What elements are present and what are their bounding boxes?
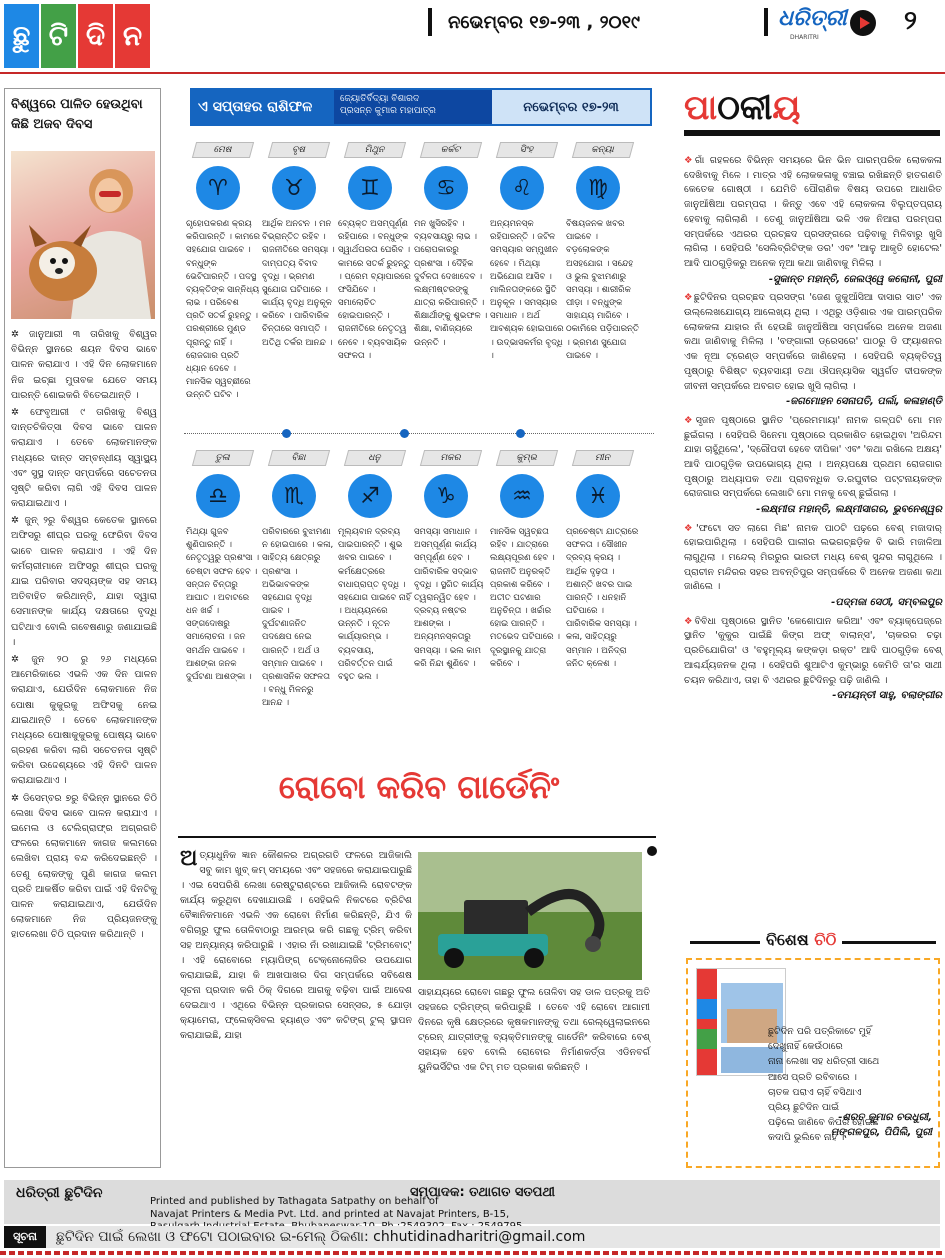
- letter-signature: -ଜଗମୋହନ ସେନାପତି, ପର୍ଲା, କଳାହାଣ୍ଡି: [786, 396, 942, 408]
- masthead: [4, 4, 150, 68]
- title-part: ୟ: [772, 88, 801, 128]
- poem-line: ଆସେ ପ୍ରତି ରବିବାରେ ।: [768, 1071, 857, 1083]
- robot-photo: [418, 852, 642, 980]
- poem-line: ଦେଖୁନାହିଁ କେଉଁଠାରେ: [768, 1041, 843, 1053]
- letter-signature: -ପଦ୍ମଜା ସେଠୀ, ସମ୍ବଲପୁର: [831, 597, 942, 609]
- divider-dot: [282, 429, 291, 438]
- issue-date: ନଭେମ୍ବର ୧୭-୨୩ , ୨୦୧୯: [448, 12, 640, 33]
- imprint-line: Printed and published by Tathagata Satpathy on behalf of: [150, 1196, 439, 1207]
- page-number: ୨: [904, 6, 917, 36]
- zodiac-name: ମକର: [420, 450, 482, 466]
- zodiac-name: ଧନୁ: [344, 450, 406, 466]
- reader-letter: [684, 154, 942, 287]
- brand-subtitle: DHARITRI: [790, 34, 819, 41]
- article-body-continued: ସାହାଯ୍ୟରେ ରୋବୋ ଗଛରୁ ଫୁଲ ତୋଳିବା ସହ ଡାଳ ପତ୍ରକୁ ଅତି ସହଜରେ ଟ୍ରିମ୍ଙ୍ଗ୍ କରିପାରୁଛି । ତେବେ ଏହି ରୋବୋ ଆଗାମୀ ଦିନରେ କୃଷି କ୍ଷେତ୍ରରେ କୃଷକମାନଙ୍କୁ ତଥା ରେଲ୍ୱେଲାଇନରେ ଟ୍ରେନ୍ ଯାତ୍ରୀଙ୍କୁ ବ୍ୟକ୍ତିମାନଙ୍କୁ ଗାର୍ଡେନିଂ କରିବାରେ ବେଶ୍ ସହାୟକ ହେବ ବୋଲି ରୋବୋର ନିର୍ମାଣକର୍ତ୍ତା ଏଡିନବର୍ଗ ୟୁନିଭର୍ସିଟିର ଏକ ଟିମ୍ ମତ ପ୍ରକାଶ କରିଛନ୍ତି ।: [418, 987, 650, 1073]
- zodiac-name: ମୀନ: [572, 450, 634, 466]
- letter-body: ବିବିଧା ପୃଷ୍ଠାରେ ସ୍ଥାନିତ 'କେଶୋପାନ କରିଆ' ଏବଂ ବ୍ୟାକ୍‌ପେଜ୍‌ରେ ସ୍ଥାନିତ 'କୁକୁର ପାଇଁଛି କିଙ୍ଗ ଅଫ୍ ବାଲାନ୍ସ', 'ଚାକରର ଚଢ଼ା ପ୍ରତିଯୋଗିତା' ଓ 'ବହୁମୂଲ୍ୟ କଙ୍କଡ଼ା ରକ୍ତ' ଆଦି ପାଠଗୁଡ଼ିକ ବେଶ୍ ଆଶ୍ଚର୍ଯ୍ୟଜନକ ଥିଲା । ସେହିପରି ଶୁଆଟିଏ କୁମ୍ଭାରୁ କେମିତି ତା'ର ସାଥୀ ଚୟନ କରିଥାଏ, ତାହା ବି ଏଥରର ଛୁଟିଦିନରୁ ପଢ଼ି ଜାଣିଲି ।: [684, 615, 942, 686]
- letter-body: ଗାଁ ଗହଳରେ ବିଭିନ୍ନ ସମୟରେ ଭିନ ଭିନ ପାରମ୍ପରିକ ଲୋକକଳା ଦେଖିବାକୁ ମିଳେ । ମାତ୍ର ଏହି ଲୋକକଳାକୁ ବଞ୍ଚାଇ ରଖିଛନ୍ତି ହାତଗଣତି କେତେକ ଗୋଷ୍ଠୀ । ଯେମିତି ପୌରାଣିକ ବିଷୟ ଉପରେ ଆଧାରିତ ଜାନୁଆଁଷିଆ ପରମ୍ପରା । କିନ୍ତୁ ଏବେ ଏହି ଲୋକକଳା ବିଲୁପ୍ତପ୍ରାୟ ହେବାକୁ ଲାଗିଲାଣି । ତେଣୁ ଜାନୁଆଁଷିଆ ଭଳି ଏକ ନିଆରା ପରମ୍ପରା ସମ୍ପର୍କରେ ଏଥରର ପ୍ରଚ୍ଛଦ ପ୍ରସଙ୍ଗରେ ପଢ଼ିବାକୁ ମିଳିବାରୁ ଖୁସି ଲାଗିଲା । ସେହିପରି 'ସେଲିବ୍ରିଟିଙ୍କ ଡର' ଏବଂ 'ଆଳୁ ଆକୃତି ହୋଟେଲ' ଆଦି ପାଠଗୁଡ଼ିକରୁ ଅନେକ ନୂଆ କଥା ଜାଣିବାକୁ ମିଳିଲା ।: [684, 155, 942, 270]
- masthead-letter: ଛୁ: [4, 4, 39, 68]
- zodiac-name: କୁମ୍ଭ: [496, 450, 558, 466]
- zodiac-divider: [184, 433, 654, 441]
- article-rule: [178, 836, 656, 838]
- divider: [764, 8, 768, 36]
- goat-icon: ♑: [424, 474, 468, 518]
- zodiac-sign: [414, 142, 492, 442]
- archer-icon: ♐: [348, 474, 392, 518]
- left-column: [4, 88, 161, 1168]
- article-text: ତ୍ୟାଧୁନିକ ଜ୍ଞାନ କୌଶଳର ଅଗ୍ରଗତି ଫଳରେ ଆଜିକାଲି ସବୁ କାମ ଖୁବ୍ କମ୍ ସମୟରେ ଏବଂ ସହଜରେ କରାଯାଇପାରୁଛି । ଏଇ ସେପରିଶି ଲେଖା ରେଷ୍ଟୁରାଣ୍ଟରେ ଆଜିକାଲି ରୋବଟଙ୍କ କାର୍ଯ୍ୟ କରୁଥିବା ଦେଖାଯାଉଛି । ସେହିଭଳି ନିକଟରେ ବ୍ରିଟିଶ ବୈଜ୍ଞାନିକମାନେ ଏଭଳି ଏକ ରୋବୋ ନିର୍ମାଣ କରିଛନ୍ତି, ଯିଏ କି ବଗିଚାରୁ ଫୁଲ ତୋଳିବାଠାରୁ ଆରମ୍ଭ କରି ଗଛକୁ ଟ୍ରିମ୍ କରିବା ସହ ଅନ୍ୟାନ୍ୟ କରିପାରୁଛି । ଏହାର ନାଁ ରଖାଯାଇଛି 'ଟ୍ରିମବୋଟ୍' । ଏହି ରୋବୋରେ ମ୍ୟାପିଙ୍ଗ୍ ଟେକ୍ନୋଲୋଜିର ଉପଯୋଗ କରାଯାଇଛି, ଯାହା କି ଆଖପାଖର ଦିଗ ସମ୍ପର୍କରେ ସବିଶେଷ ସୂଚନା ପ୍ରଦାନ କରି ଠିକ୍ ଦିଗରେ ଆଗକୁ ବଢ଼ିବା ପାଇଁ ଆଦେଶ ଦେଇଥାଏ । ଏଥିରେ ବିଭିନ୍ନ ପ୍ରକାରର ସେନ୍ସର, ୫ ଯୋଡ଼ା କ୍ୟାମେରା, ଫ୍ଲେକ୍ସିବଲ ହ୍ୟାଣ୍ଡ ଏବଂ କଟିଙ୍ଗ୍ ଟୁଲ୍ ସ୍ଥାପନ କରାଯାଇଛି, ଯାହା: [180, 850, 412, 1041]
- reader-letter: [684, 615, 942, 704]
- woman-with-dog-photo: [11, 151, 155, 319]
- masthead-letter: ଦି: [78, 4, 113, 68]
- author-name: ପ୍ରସନ୍ନ କୁମାର ମହାପାତ୍ର: [340, 106, 436, 117]
- zodiac-name: ବିଛା: [268, 450, 330, 466]
- rashifal-author: [334, 90, 492, 124]
- special-letter-header: [690, 930, 936, 954]
- special-letter-box: [686, 958, 940, 1168]
- zodiac-sign: [262, 450, 340, 750]
- article-headline: ରୋବୋ କରିବ ଗାର୍ଡେନିଂ: [278, 768, 560, 806]
- letters-list: [684, 154, 942, 708]
- rashifal-dates: ନଭେମ୍ବର ୧୭-୨୩: [492, 90, 650, 124]
- imprint-line: Navajat Printers & Media Pvt. Ltd. and printed at Navajat Printers, B-15,: [150, 1208, 510, 1220]
- zodiac-sign: [262, 142, 340, 442]
- masthead-letter: ନ: [115, 4, 150, 68]
- rashifal-title: ଏ ସପ୍ତାହର ରାଶିଫଳ: [192, 90, 334, 124]
- zodiac-sign: [338, 450, 416, 750]
- divider-dot: [516, 429, 525, 438]
- bullet-icon: ❖: [684, 414, 696, 426]
- paragraph: ✲ ଜୁନ ୨୦ ରୁ ୨୬ ମଧ୍ୟରେ ଆମେରିକାରେ ଏଭଳି ଏକ ଦିନ ପାଳନ କରାଯାଏ, ଯେଉଁଦିନ ଲୋକମାନେ ନିଜ ପୋଷା କୁକୁରକୁ ଅଫିସକୁ ନେଇ ଯାଇଥାନ୍ତି । ତେବେ ଲୋକମାନଙ୍କ ମଧ୍ୟରେ ପୋଷାକୁକୁରକୁ ପୋଷ୍ୟ ଭାବେ ଗ୍ରହଣ କରିବା ଲାଗି ସଚେତନତା ସୃଷ୍ଟି କରିବା ଉଦ୍ଦେଶ୍ୟରେ ଏହି ଦିନଟି ପାଳନ କରାଯାଇଥାଏ ।: [11, 653, 157, 787]
- fish-icon: ♓: [576, 474, 620, 518]
- zodiac-forecast: ମିଥ୍ୟା ଗୁଜବ ଶୁଣିପାରନ୍ତି । ନେତୃତ୍ୱରୁ ପ୍ରଶଂସା । ଚେଷ୍ଟା ସଫଳ ହେବ । ସନ୍ତାନ ଚିନ୍ତାରୁ ଆଘାତ । ଅବାଟରେ ଧନ ଖର୍ଚ୍ଚ । ସଙ୍ଗଦୋଷରୁ ସମାଲୋଚନା । ଜନ ସମର୍ଥନ ପାଇବେ । ଆଶଙ୍କା ଜନକ ଦୁର୍ଘଟଣା ଆଶଙ୍କା ।: [186, 527, 260, 682]
- letters-section-header: [684, 88, 940, 128]
- lion-icon: ♌: [500, 166, 544, 210]
- special-letter-title: [760, 930, 842, 950]
- left-column-title: ବିଶ୍ୱରେ ପାଳିତ ହେଉଥିବା କିଛି ଅଜବ ଦିବସ: [11, 97, 143, 132]
- zodiac-forecast: ବ୍ୟେକ୍ତ ଅସମ୍ପୂର୍ଣ୍ଣ ରହିପାରେ । ବନ୍ଧୁଙ୍କ ସ୍ୱାର୍ଥପରତା ଘେରିବ । କାମରେ ସତର୍କ ରୁହନ୍ତୁ । ପ୍ରେମ ବ୍ୟାପାରରେ ଫସିଯିବେ । ସମାଲୋଚିତ ହୋଇପାରନ୍ତି । ରାଜନୀତିରେ ନେତୃତ୍ୱ ନେବେ । ବ୍ୟବସାୟିକ ସଫଳତା ।: [338, 219, 411, 361]
- bullet-icon: ❖: [684, 615, 695, 627]
- zodiac-forecast: ବିଷୟଜନକ ଖବର ପାଇବେ । ବଡ଼ଲୋକଙ୍କ ଅସହଯୋଗ । ସନ୍ଦେହ ଓ ଭୁଲ ବୁଝାମଣାରୁ ସମସ୍ୟା । ଶାରୀରିକ ପୀଡ଼ା । ବନ୍ଧୁଙ୍କ ସାହାଯ୍ୟ ମାଗିବେ । ଠକାମିରେ ପଡ଼ିପାରନ୍ତି । ଭ୍ରମଣ ସୁଯୋଗ ପାଇବେ ।: [566, 219, 639, 361]
- zodiac-sign: [338, 142, 416, 442]
- zodiac-name: କନ୍ୟା: [572, 142, 634, 158]
- brand-logo: ଧରିତ୍ରୀ: [778, 6, 847, 31]
- letter-body: 'ଫଟୋ ସତ ଲାଗେ ମିଛ' ନାମକ ପାଠଟି ପଢ଼ରେ ବେଶ୍ ମଜାଦାର୍ ହୋଇପାରିଥିଲା । ସେହିପରି ଘାଲୀର ଲଭଗଚ୍ଛଡ଼ିକ ବି ଭାରି ମଜାଳିଆ ଲାଗୁଥିଲା । ମନ୍ଦେଲ୍ ମିରରୁର ଭାରତୀ ମଧ୍ୟ ବେଶ୍ ସୁନ୍ଦର ଲାଗୁଥିଲେ । ପ୍ରାଚୀନ ମନ୍ଦିରର ସହର ଅବନ୍ତିପୁର ସମ୍ପର୍କରେ ବି ଅନେକ ଅଜଣା କଥା ଜାଣିଲେ ।: [684, 522, 942, 593]
- paragraph: ✲ ଡିସେମ୍ବର ୭ରୁ ବିଭିନ୍ନ ସ୍ଥାନରେ ଚିଠି ଲେଖା ଦିବସ ଭାବେ ପାଳନ କରାଯାଏ । ଇମେଲ ଓ ଟେଲିଗ୍ରାଫ୍ର ଅଗ୍ରଗତି ଫଳରେ ଲୋକମାନେ କାଗଜ କଲମରେ ଲେଖିବା ପ୍ରାୟ ବନ୍ଦ କରିଦେଇଛନ୍ତି । ତେଣୁ ଲୋକଙ୍କୁ ପୁଣି କାଗଜ କଲମ ପ୍ରତି ଆକର୍ଷିତ କରିବା ପାଇଁ ଏହି ଦିନଟିକୁ ପାଳନ କରାଯାଇଥାଏ, ଯେଉଁଦିନ ଲୋକମାନେ ନିଜ ପ୍ରିୟଜନଙ୍କୁ ହାତଲେଖା ଚିଠି ପ୍ରଦାନ କରିଥାନ୍ତି ।: [11, 792, 157, 941]
- maiden-icon: ♍: [576, 166, 620, 210]
- zodiac-sign: [490, 142, 568, 442]
- notice-text: ଛୁଟିଦିନ ପାଇଁ ଲେଖା ଓ ଫଟୋ ପଠାଇବାର ଇ-ମେଲ୍ ଠିକଣା: chhutidinadharitri@gmail.com: [56, 1229, 586, 1245]
- zodiac-forecast: ଅନ୍ୟମନସ୍କ ରହିପାରନ୍ତି । ଜଟିଳ ସମସ୍ୟାର ସମ୍ମୁଖୀନ ହେବେ । ମିଥ୍ୟା ଅଭିଯୋଗ ଆସିବ । ମାଲିନତାଙ୍କରେ ସ୍ଥିତି ଅନୁକୂଳ । ସମସ୍ୟାର ସମାଧାନ । ଅର୍ଥ ଆବଶ୍ୟକ ହୋଇପାରେ । ଉଦ୍ଭାସକର୍ମର ବୃଦ୍ଧି ।: [490, 219, 564, 361]
- title-part: ଠକୀ: [717, 88, 773, 128]
- poem-line: ନାନା ଲେଖା ସହ ଧରିତ୍ରୀ ସାଥେ: [768, 1056, 880, 1068]
- imprint-brand: ଧରିତ୍ରୀ ଛୁଟିଦିନ: [16, 1185, 103, 1201]
- poem-line: ଚାତକ ପରାଏ ଚାହିଁ ବସିଥାଏ: [768, 1086, 862, 1098]
- author-credential: ଜ୍ୟୋତିର୍ବିଦ୍ୟା ବିଶାରଦ: [340, 94, 420, 104]
- water-bearer-icon: ♒: [500, 474, 544, 518]
- zodiac-sign: [566, 142, 644, 442]
- title-part: ବିଶେଷ: [766, 930, 809, 949]
- masthead-letter: ଟି: [41, 4, 76, 68]
- zodiac-forecast: ପ୍ରଚେଷ୍ଟା ଯାତ୍ରାରେ ସଫଳତା । ସୌଖୀନ ଦ୍ରବ୍ୟ କ୍ରୟ । ଆର୍ଥିକ ଦୃଢ଼ତା । ଅଶାନ୍ତି ଖବର ପାଇ ପାରନ୍ତି । ଧନହାନି ଘଟିପାରେ । ପାରିବାରିକ ସମସ୍ୟା । କଳା, ସାହିତ୍ୟରୁ ସମ୍ମାନ । ଅନିଦ୍ରା ଜନିତ କ୍ଳେଶ ।: [566, 527, 639, 669]
- bullet-icon: ❖: [684, 292, 694, 304]
- zodiac-name: ବୃଷ: [268, 142, 330, 158]
- scales-icon: ♎: [196, 474, 240, 518]
- paragraph: ✲ ଫେବୃଆରୀ ୯ ତାରିଖକୁ ବିଶ୍ୱ ଦାନ୍ତଚିକିତ୍ସା ଦିବସ ଭାବେ ପାଳନ କରାଯାଏ । ତେବେ ଲୋକମାନଙ୍କ ମଧ୍ୟରେ ଦାନ୍ତ ସମ୍ବନ୍ଧୀୟ ସ୍ୱାସ୍ଥ୍ୟ ଏବଂ ସୁସ୍ଥ ଦାନ୍ତ ସମ୍ପର୍କରେ ସଚେତନତା ସୃଷ୍ଟି କରିବା ଲାଗି ଏହି ଦିବସ ପାଳନ କରାଯାଇଥାଏ ।: [11, 406, 157, 510]
- article-body: [180, 848, 412, 1043]
- twins-icon: ♊: [348, 166, 392, 210]
- play-icon: [850, 10, 876, 36]
- letter-body: ଛୁଟିଦିନର ପ୍ରଚ୍ଛଦ ପ୍ରସଙ୍ଗ 'ଜେଣ ଜୁକୁଆଁସିଆ ଦାସାର ସାତ' ଏକ ଉଲ୍ଲେଖଯୋଗ୍ୟ ଆଲେଖ୍ୟ ଥିଲା । ଏଥିରୁ ଓଡ଼ିଶାର ଏକ ପାରମ୍ପରିକ ଲୋକକଳା ଯାହାର ନାଁ ହେଉଛି ଜାନୁଆଁଷିଆ ସମ୍ପର୍କରେ ଅନେକ ଅଜଣା କଥା ଜାଣିବାକୁ ମିଳିଲା । 'ବଙ୍ଗାଲୀ ଡ୍ରେସରେ' ପାଠରୁ ଡି ଫ୍ୟାଶନର ଏକ ନୂଆ ଟ୍ରେଣ୍ଡ ସମ୍ପର୍କରେ ଜାଣିହେଲା । ସେହିପରି ବ୍ୟକ୍ତିତ୍ୱ ପୃଷ୍ଠାରୁ ବିଶିଷ୍ଟ ବ୍ୟବସାୟୀ ତଥା ଔପନ୍ୟାସିକ ସ୍ୱର୍ଗତ ଦୀପକଙ୍କ ଜୀବନୀ ସମ୍ପର୍କରେ ଅବଗତ ହୋଇ ଖୁସି ଲାଗିଲା ।: [684, 292, 942, 392]
- divider: [428, 8, 432, 36]
- reader-letter: [684, 414, 942, 518]
- reader-letter: [684, 291, 942, 410]
- rashifal-header: [190, 88, 652, 126]
- paragraph: ✲ ଜୁନ୍ ୨ରୁ ବିଶ୍ୱର କେତେକ ସ୍ଥାନରେ ଅଫିସରୁ ଶୀଘ୍ର ଘରକୁ ଫେରିବା ଦିବସ ଭାବେ ପାଳନ କରାଯାଏ । ଏହି ଦିନ କର୍ମଚାରୀମାନେ ଅଫିସରୁ ଶୀଘ୍ର ଘରକୁ ଯାଇ ପରିବାର ସଦସ୍ୟଙ୍କ ସହ ସମୟ ଅତିବାହିତ କରିଥାନ୍ତି, ଯାହା ଦ୍ୱାରା ସେମାନଙ୍କ କାର୍ଯ୍ୟ ଦକ୍ଷତାରେ ବୃଦ୍ଧି ଘଟିଥାଏ ବୋଲି ଗବେଷଣାରୁ ଜଣାଯାଇଛି ।: [11, 515, 157, 648]
- article-rule-dot: [647, 846, 657, 856]
- letter-signature: -ସୁକାନ୍ତ ମହାନ୍ତି, ଜେଲଓ୍ୱେ କଲୋନୀ, ପୁରୀ: [768, 273, 942, 285]
- paragraph: ✲ ଜାନୁଆରୀ ୩ ତାରିଖକୁ ବିଶ୍ୱର ବିଭିନ୍ନ ସ୍ଥାନରେ ଶୟନ ଦିବସ ଭାବେ ପାଳନ କରାଯାଏ । ଏହି ଦିନ ଲୋକମାନେ ନିଜ ଇଚ୍ଛା ମୁତାବକ ଯେତେ ସମୟ ପାରନ୍ତି ଶୋଇକରି ବିତେଇଥାନ୍ତି ।: [11, 329, 157, 401]
- zodiac-name: କର୍କଟ: [420, 142, 482, 158]
- zodiac-forecast: ମୂଲ୍ୟବାନ ଦ୍ରବ୍ୟ ପାଇପାରନ୍ତି । ଶୁଭ ଖବର ପାଇବେ । କର୍ମକ୍ଷେତ୍ରରେ ବାଧାପ୍ରାପ୍ତ ବୃଦ୍ଧି । ସହଯୋଗ ପାଇବେ ନାହିଁ । ଅଧ୍ୟୟନରେ ଉନ୍ନତି । ନୂତନ କାର୍ଯ୍ୟାରମ୍ଭ । ବ୍ୟବସାୟ, ପରିବର୍ତ୍ତନ ପାଇଁ ବହୁତ ଭଲ ।: [338, 527, 411, 682]
- signature-line: ମଙ୍ଗଳପୁର, ପିପିଲି, ପୁରୀ: [830, 1127, 932, 1138]
- title-part: ଚିଠି: [814, 930, 837, 949]
- left-column-text: [11, 327, 157, 945]
- zodiac-forecast: ମାନସିକ ସ୍ୱଚ୍ଛତା ରହିବ । ଯାତ୍ରାରେ ଲକ୍ଷ୍ୟପୂରଣ ହେବ । ରାଜନୀତି ଅନୁରକ୍ତି ପ୍ରକାଶ କରିବେ । ଅତୀତ ଘଟଣାର ଅନୁଚିନ୍ତା । ଖର୍ଚ୍ଚାର ହୋଇ ପାରନ୍ତି । ମତଭେଦ ଘଟିପାରେ । ଦୂରସ୍ଥାନକୁ ଯାତ୍ରା କରିବେ ।: [490, 527, 560, 669]
- poem-line: ଛୁଟିଦିନ ପରି ପତ୍ରିକାଟେ ମୁହିଁ: [768, 1026, 872, 1037]
- poem-line: କଦାପି ଭୁଲିବେ ନାହିଁ ।: [768, 1132, 845, 1144]
- crab-icon: ♋: [424, 166, 468, 210]
- letters-section-title: [684, 88, 940, 128]
- zodiac-name: ମିଥୁନ: [344, 142, 406, 158]
- zodiac-forecast: ସମସ୍ୟା ସମାଧାନ । ଅସମ୍ପୂର୍ଣ୍ଣ କାର୍ଯ୍ୟ ସମ୍ପୂର୍ଣ୍ଣ ହେବ । ପାରିବାରିକ ସଦ୍ଭାବ ବୃଦ୍ଧି । ସ୍ଥଗିତ କାର୍ଯ୍ୟ ତ୍ୱରାନ୍ୱିତ ହେବ । ଦ୍ରବ୍ୟ ନଷ୍ଟର ଆଶଙ୍କା । ଅନ୍ୟମନସ୍କତାରୁ ସମସ୍ୟା । ଭଲ କାମ କରି ନିନ୍ଦା ଶୁଣିବେ ।: [414, 527, 484, 669]
- zodiac-sign: [186, 142, 264, 442]
- bull-icon: ♉: [272, 166, 316, 210]
- scorpion-icon: ♏: [272, 474, 316, 518]
- letter-signature: -ଦମୟନ୍ତୀ ସାହୁ, ବଲାଙ୍ଗୀର: [832, 690, 942, 702]
- zodiac-forecast: ମନ ଖୁସିରହିବ । ବ୍ୟବସାୟରୁ ଲାଭ । ପରୋପକାରରୁ ପ୍ରଶଂସା । ଦୈହିକ ଦୁର୍ବଳତା ଦେଖାଦେବ । ଲକ୍ଷ୍ମୀଷ୍ଟରଙ୍କୁ ଯାତ୍ରା କରିପାରନ୍ତି । ଶିକ୍ଷାର୍ଥୀଙ୍କୁ ଶୁଭଫଳ । ଶିକ୍ଷା, ବାଣିଜ୍ୟରେ ଉନ୍ନତି ।: [414, 219, 488, 348]
- zodiac-sign: [490, 450, 568, 750]
- zodiac-forecast: ପରିବାରରେ ବୁଝାମଣା ନ ହୋଇପାରେ । କଳା, ସାହିତ୍ୟ କ୍ଷେତ୍ରରୁ ପ୍ରଶଂସା । ଅଭିଭାବକଙ୍କ ସହଯୋଗ ବୃଦ୍ଧି ପାଇବ । ଦୁର୍ଘଟଣାଜନିତ ପଦକ୍ଷେପ ନେଇ ପାରନ୍ତି । ଅର୍ଥ ଓ ସମ୍ମାନ ପାଇବେ । ପ୍ରଶାସନିକ ସଫଳତା । ବନ୍ଧୁ ମିଳନରୁ ଆନନ୍ଦ ।: [262, 527, 334, 709]
- ram-icon: ♈: [196, 166, 240, 210]
- bottom-rule: [0, 1251, 945, 1255]
- zodiac-sign: [186, 450, 264, 750]
- robot-illustration: [418, 852, 642, 980]
- imprint-editor: ସମ୍ପାଦକ: ତଥାଗତ ସତପଥୀ: [410, 1185, 555, 1200]
- poem-line: ପଢ଼ିଲେ ଜାଣିବେ କିପରି ହୋଇଛି: [768, 1117, 879, 1129]
- notice-tag: ସୂଚନା: [4, 1226, 46, 1248]
- zodiac-name: ମେଷ: [192, 142, 254, 158]
- bullet-icon: ❖: [684, 522, 696, 534]
- zodiac-forecast: ଗୃହୋପକରଣ କ୍ରୟ କରିପାରନ୍ତି । କାମରେ ସହଯୋଗ ପାଇବେ । ବନ୍ଧୁଙ୍କ ଭେଟିପାରନ୍ତି । ପଦସ୍ଥ ବ୍ୟକ୍ତିଙ୍କ ସାନ୍ନିଧ୍ୟ ଲାଭ । ପରିବେଶ ପ୍ରତି ସତର୍କ ରୁହନ୍ତୁ । ପରଶ୍ରୀରେ ମୁଣ୍ଡ ପୂରାନ୍ତୁ ନାହିଁ । ରୋଜଗାର ପ୍ରତି ଧ୍ୟାନ ଦେବେ । ମାନସିକ ସ୍ୱଚ୍ଛୀରେ ଉନ୍ନତି ଘଟିବ ।: [186, 219, 260, 401]
- zodiac-sign: [566, 450, 644, 750]
- special-letter-signature: [831, 1110, 932, 1140]
- reader-letter: [684, 522, 942, 611]
- zodiac-name: ସିଂହ: [496, 142, 558, 158]
- title-part: ପା: [684, 88, 718, 128]
- bullet-icon: ❖: [684, 155, 695, 166]
- section-rule: [684, 130, 940, 136]
- photo-illustration: [11, 151, 155, 319]
- letter-body: ସୃଜନ ପୃଷ୍ଠାରେ ସ୍ଥାନିତ 'ପ୍ରେମମାୟା' ନାମକ ଗଳ୍ପଟି ମୋ ମନ ଛୁଇଁଗଲା । ସେହିପରି ସିନେମା ପୃଷ୍ଠାରେ ପ୍ରକାଶିତ ହୋଇଥିବା 'ଅରିନ୍ଦମ ଯାହା ଚାହୁଁଥିଲେ', 'ଦ୍ରୌପଦୀ ହେବେ ଦୀପିକା' ଏବଂ 'କଥା ରଖିଲେ ଅକ୍ଷୟ' ଆଦି ପାଠଗୁଡ଼ିକ ଉପଭୋଗ୍ୟ ଥିଲା । ଅନ୍ୟପକ୍ଷେ ପ୍ରଥମ ରୋଜଗାର ପୃଷ୍ଠାରୁ ଅଧ୍ୟାପକ ତଥା ପ୍ରାବନ୍ଧିକ ଡ.ରଘୁବୀର ପଟ୍ଟନାୟକଙ୍କ ରୋଜଗାର ସମ୍ପର୍କରେ ଲେଖାଟି ମୋ ମନକୁ ବେଶ୍ ଛୁଇଁଗଲା ।: [684, 414, 942, 500]
- header-rule: [0, 72, 945, 74]
- signature-line: -ଶରତ କୁମାର ଚଉଧୁରୀ,: [838, 1112, 932, 1123]
- zodiac-name: ତୁଳା: [192, 450, 254, 466]
- letter-signature: -ଲକ୍ଷ୍ମୀତା ମହାନ୍ତି, ଲକ୍ଷ୍ମୀସାଗର, ଭୁବନେଶ୍ୱର: [756, 504, 942, 516]
- drop-cap: ଅ: [180, 846, 198, 871]
- zodiac-forecast: ଆର୍ଥିକ ଅନଟନ । ମନ ବିଭ୍ରାନ୍ତିତ ରହିବ । ରାଜନୀତିରେ ସମସ୍ୟା । ଦାମ୍ପତ୍ୟ ବିବାଦ ବୃଦ୍ଧି । ଭ୍ରମଣ ସୁଯୋଗ ଘଟିପାରେ । କାର୍ଯ୍ୟ ବୃଦ୍ଧି ଅନୁକୂଳ କରିବେ । ପାରିବାରିକ ଚିନ୍ତାରେ ସମାପ୍ତି । ଅତିଥି ତର୍କର ଆନନ୍ଦ ।: [262, 219, 335, 348]
- zodiac-sign: [414, 450, 492, 750]
- divider-dot: [400, 429, 409, 438]
- poem-line: ପ୍ରିୟ ଛୁଟିଦିନ ପାଇଁ: [768, 1101, 840, 1113]
